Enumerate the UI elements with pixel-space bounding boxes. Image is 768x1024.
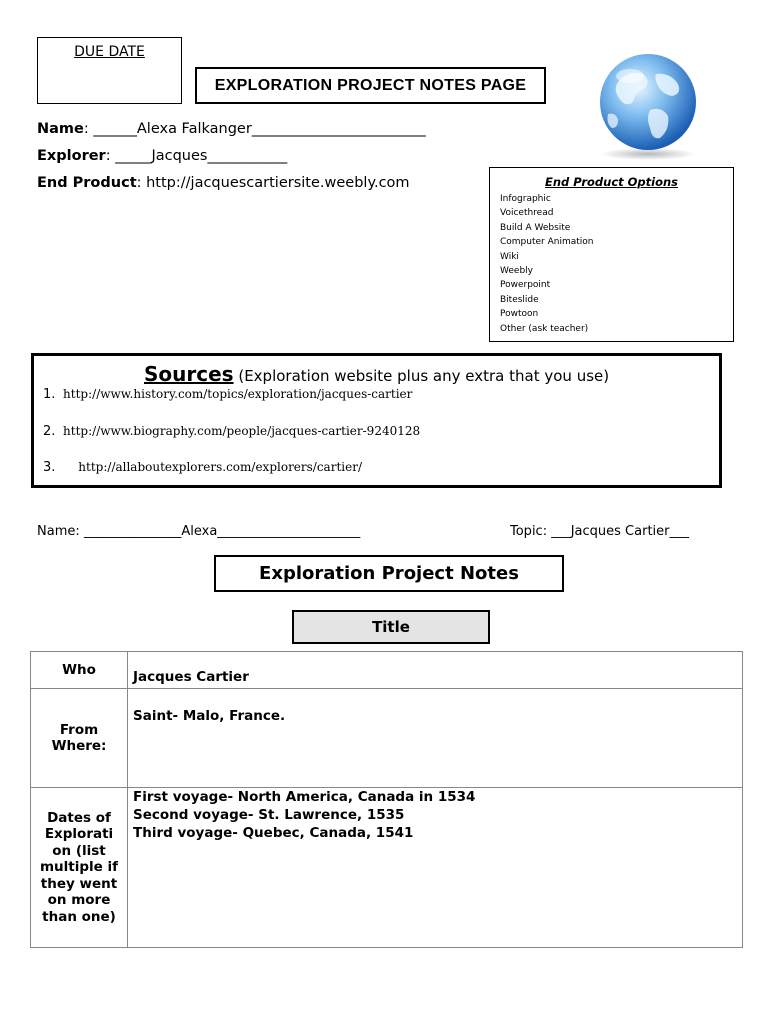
options-heading: End Product Options [544, 175, 679, 189]
option-item: Powerpoint [500, 280, 551, 291]
source-item [43, 460, 362, 475]
table-row [31, 652, 743, 689]
source-url[interactable]: http://www.history.com/topics/exploration/jacques-cartier [63, 387, 413, 401]
source-item [43, 387, 412, 402]
option-item: Computer Animation [500, 237, 594, 248]
source-url[interactable]: http://allaboutexplorers.com/explorers/cartier/ [78, 460, 362, 474]
explorer-line [37, 148, 287, 164]
row-line: Saint- Malo, France. [133, 708, 286, 724]
source-number: 2. [43, 424, 56, 439]
explorer-label: Explorer [37, 148, 106, 164]
option-item: Build A Website [500, 222, 571, 233]
title-box: Title [292, 610, 490, 644]
end-product-line [37, 175, 410, 191]
row-line: Third voyage- Quebec, Canada, 1541 [133, 825, 414, 841]
source-url[interactable]: http://www.biography.com/people/jacques-cartier-9240128 [63, 424, 421, 438]
end-product-label: End Product [37, 175, 137, 191]
due-date-label: DUE DATE [74, 44, 145, 60]
option-item: Voicethread [500, 208, 554, 219]
row-label: From Where: [31, 689, 128, 788]
row-label: Who [31, 652, 128, 689]
option-item: Infographic [500, 194, 551, 204]
row-value [128, 689, 743, 788]
sources-heading: Sources [144, 362, 234, 386]
name-label: Name [37, 121, 84, 137]
explorer-value: : _____Jacques___________ [105, 148, 288, 164]
page-title: EXPLORATION PROJECT NOTES PAGE [195, 67, 546, 104]
name-value: : ______Alexa Falkanger________________________ [83, 121, 426, 137]
source-item [43, 424, 420, 439]
sources-subtitle: (Exploration website plus any extra that you use) [233, 367, 610, 385]
sources-box [31, 353, 722, 488]
row-value [128, 788, 743, 948]
end-product-value: : http://jacquescartiersite.weebly.com [136, 175, 410, 191]
source-number: 1. [43, 387, 56, 402]
row-line: First voyage- North America, Canada in 1534 [133, 789, 476, 805]
option-item: Wiki [500, 251, 519, 262]
option-item: Biteslide [500, 294, 539, 305]
row-line: Second voyage- St. Lawrence, 1535 [133, 807, 405, 823]
notes-topic-line: Topic: ___Jacques Cartier___ [510, 524, 689, 539]
option-item: Powtoon [500, 309, 539, 320]
row-value [128, 652, 743, 689]
sources-header [144, 362, 609, 386]
row-line: Jacques Cartier [133, 669, 249, 685]
row-label: Dates of Explorati on (list multiple if they went on more than one) [31, 788, 128, 948]
globe-icon [588, 52, 708, 162]
table-row [31, 689, 743, 788]
table-row [31, 788, 743, 948]
name-line [37, 121, 426, 137]
due-date-box [37, 37, 182, 104]
end-product-options-box [489, 167, 734, 342]
notes-table [30, 651, 743, 948]
option-item: Other (ask teacher) [500, 323, 589, 334]
option-item: Weebly [500, 266, 533, 277]
notes-name-line: Name: _______________Alexa______________________ [37, 524, 361, 539]
notes-title: Exploration Project Notes [214, 555, 564, 592]
source-number: 3. [43, 460, 56, 475]
